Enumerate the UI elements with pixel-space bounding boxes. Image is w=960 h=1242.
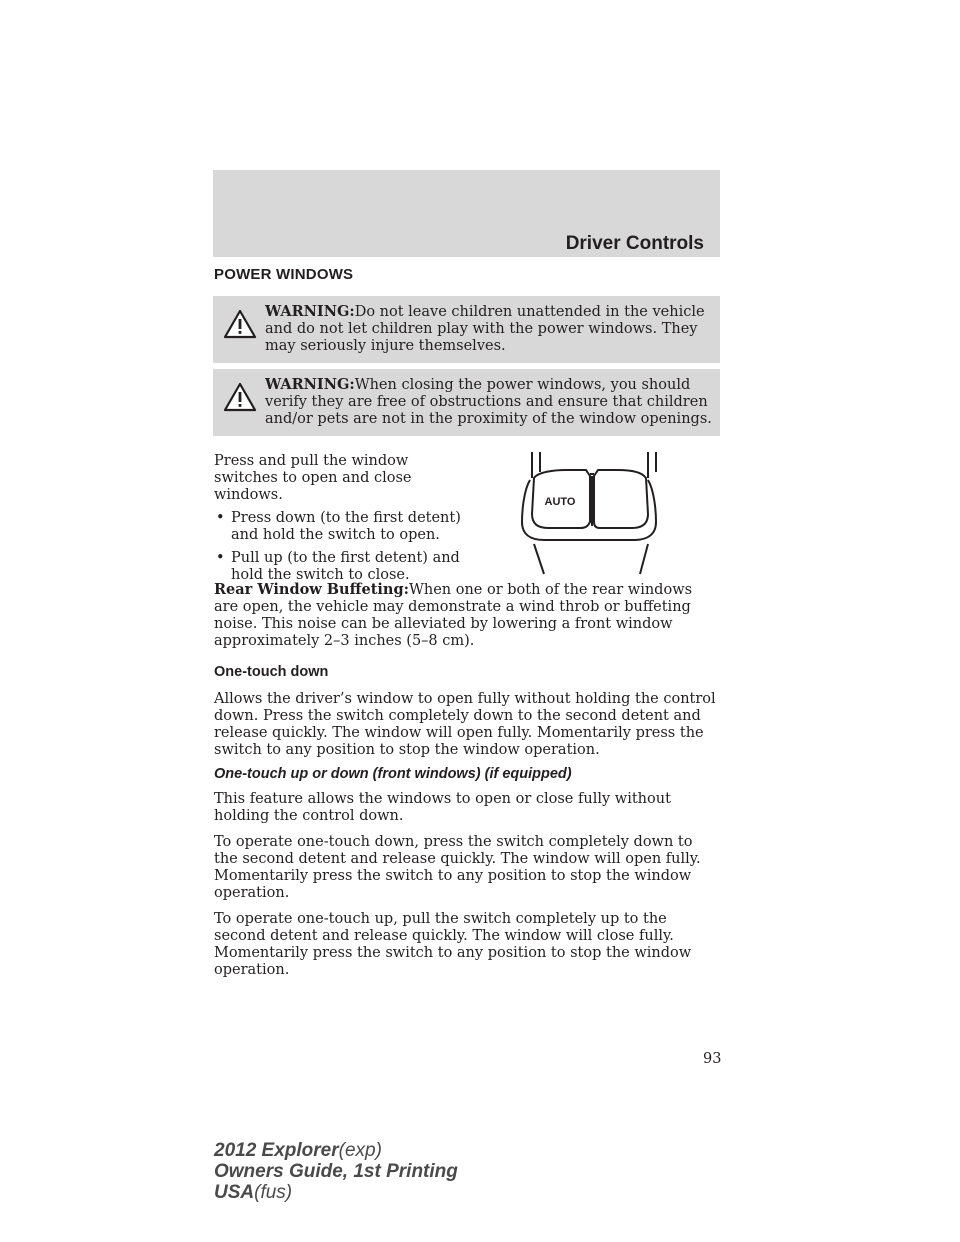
header-title: Driver Controls bbox=[565, 233, 704, 254]
footer-imprint bbox=[214, 1140, 458, 1203]
bullet-text: Pull up (to the first detent) and hold the switch to close. bbox=[231, 550, 460, 583]
intro-block bbox=[214, 453, 474, 584]
bullet-item bbox=[214, 550, 474, 584]
bullet-dot: • bbox=[216, 510, 225, 526]
window-switch-illustration bbox=[508, 450, 668, 580]
bullet-item bbox=[214, 510, 474, 544]
footer-model: 2012 Explorer bbox=[214, 1140, 339, 1161]
warning-triangle-icon bbox=[223, 309, 257, 339]
warning-body: When closing the power windows, you should verify they are free of obstructions and ensure that children and/or pets are not in the proximity of the window openings. bbox=[265, 377, 712, 427]
bullet-text: Press down (to the first detent) and hold the switch to open. bbox=[231, 510, 461, 543]
footer-market-code: (fus) bbox=[254, 1182, 293, 1203]
one-touch-down-text: Allows the driver’s window to open fully without holding the control down. Press the switch completely down to the second detent and release quickly. The window will open fully. Momentarily press the switch to any position to stop the window operation. bbox=[214, 691, 716, 758]
one-touch-up-down-heading: One-touch up or down (front windows) (if equipped) bbox=[214, 766, 572, 782]
warning-box-2 bbox=[213, 369, 720, 436]
footer-model-code: (exp) bbox=[338, 1140, 382, 1161]
section-title: POWER WINDOWS bbox=[214, 266, 354, 283]
rear-buffeting-label: Rear Window Buffeting: bbox=[214, 581, 409, 598]
one-touch-down-heading: One-touch down bbox=[214, 664, 329, 680]
one-touch-up-down-paragraph-1: This feature allows the windows to open or close fully without holding the control down. bbox=[214, 791, 671, 824]
page-number: 93 bbox=[703, 1051, 722, 1067]
footer-guide: Owners Guide, 1st Printing bbox=[214, 1161, 458, 1182]
intro-text: Press and pull the window switches to open and close windows. bbox=[214, 453, 412, 503]
bullet-dot: • bbox=[216, 550, 225, 566]
warning-text-2 bbox=[219, 376, 712, 428]
footer-market: USA bbox=[214, 1182, 255, 1203]
rear-buffeting-paragraph bbox=[214, 581, 720, 650]
warning-triangle-icon bbox=[223, 382, 257, 412]
one-touch-up-down-paragraph-3: To operate one-touch up, pull the switch completely up to the second detent and release quickly. The window will close fully. Momentarily press the switch to any position to stop the window operation. bbox=[214, 911, 692, 978]
warning-text-1 bbox=[219, 303, 712, 355]
one-touch-up-down-paragraph-2: To operate one-touch down, press the switch completely down to the second detent and release quickly. The window will open fully. Momentarily press the switch to any position to stop the window operation. bbox=[214, 834, 701, 901]
warning-body: Do not leave children unattended in the vehicle and do not let children play with the power windows. They may seriously injure themselves. bbox=[265, 304, 705, 354]
rear-buffeting-text: When one or both of the rear windows are open, the vehicle may demonstrate a wind throb or buffeting noise. This noise can be alleviated by lowering a front window approximately 2–3 inches (5–8 cm). bbox=[214, 582, 693, 649]
auto-label: AUTO bbox=[544, 496, 576, 508]
warning-label: WARNING: bbox=[265, 303, 355, 320]
warning-label: WARNING: bbox=[265, 376, 355, 393]
one-touch-down-paragraph bbox=[214, 691, 720, 759]
header-band bbox=[213, 170, 720, 257]
warning-box-1 bbox=[213, 296, 720, 363]
